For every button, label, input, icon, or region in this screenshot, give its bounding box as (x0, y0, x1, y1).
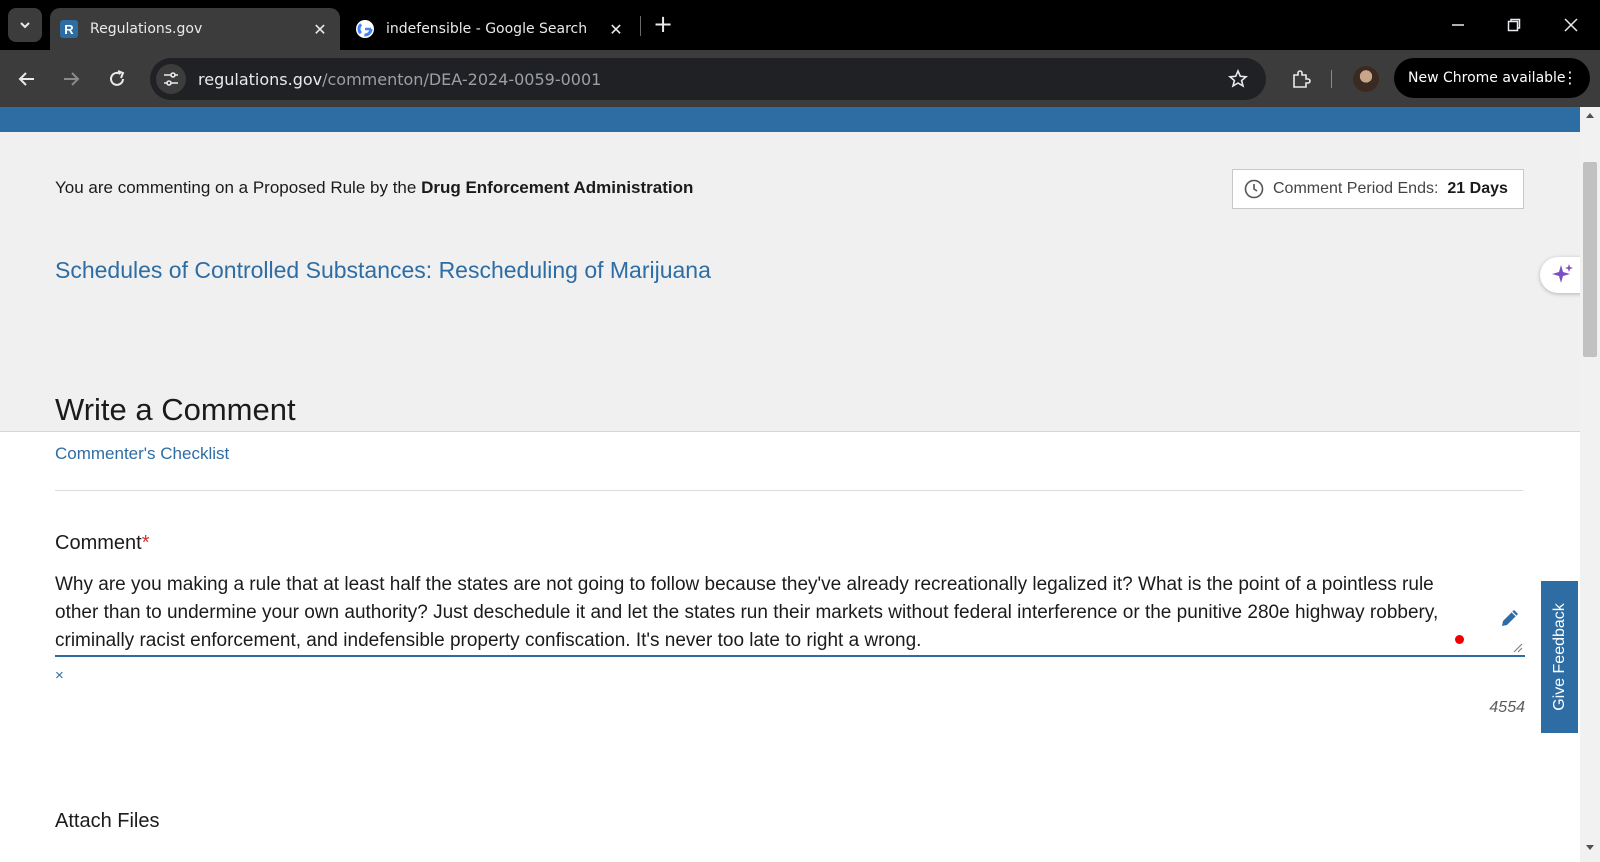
comment-label (55, 532, 150, 555)
period-label: Comment Period Ends: (1273, 180, 1439, 197)
site-header-band (0, 107, 1580, 132)
tab-title: Regulations.gov (90, 21, 203, 37)
browser-toolbar (0, 50, 1600, 107)
comment-text: Why are you making a rule that at least half the states are not going to follow because they've already recreationally legalized it? What is the point of a pointless rule other than to undermine your own authority? Just deschedule it and let the states run their markets without federal interference or the punitive 280e highway robbery, criminally racist enforcement, and indefensible property confiscation. It's never too late to right a wrong. (55, 574, 1444, 651)
forward-arrow-icon[interactable] (54, 62, 88, 96)
document-title-link[interactable]: Schedules of Controlled Substances: Rescheduling of Marijuana (55, 257, 711, 283)
reload-icon[interactable] (100, 62, 134, 96)
tab-close-icon[interactable]: ✕ (313, 19, 327, 39)
scrollbar-thumb[interactable] (1583, 162, 1597, 357)
tab-search-button[interactable] (8, 8, 42, 42)
comment-period-badge (1232, 169, 1524, 209)
commenting-on-prefix: You are commenting on a Proposed Rule by the (55, 178, 417, 197)
profile-avatar[interactable] (1353, 66, 1379, 92)
update-label: New Chrome available (1408, 70, 1566, 86)
attach-files-label: Attach Files (55, 810, 160, 832)
give-feedback-button[interactable] (1541, 581, 1578, 733)
chevron-down-icon (18, 18, 32, 32)
comment-label-text: Comment (55, 532, 142, 554)
pencil-icon[interactable] (1499, 607, 1521, 629)
commenting-on-text (55, 178, 693, 198)
toolbar-divider (1331, 70, 1332, 88)
period-value: 21 Days (1447, 180, 1508, 197)
agency-name: Drug Enforcement Administration (421, 178, 694, 197)
page-content (0, 107, 1580, 862)
extensions-puzzle-icon[interactable] (1284, 62, 1318, 96)
character-count: 4554 (1489, 699, 1525, 716)
page-scrollbar[interactable] (1580, 107, 1600, 862)
new-tab-plus-icon[interactable]: + (652, 10, 674, 38)
back-arrow-icon[interactable] (10, 62, 44, 96)
site-info-icon[interactable] (156, 64, 186, 94)
resize-grip-icon[interactable] (1513, 643, 1523, 653)
more-menu-icon[interactable]: ⋮ (1562, 68, 1578, 87)
required-marker: * (141, 532, 150, 554)
url-host: regulations.gov (198, 69, 323, 89)
browser-titlebar (0, 0, 1600, 50)
recording-dot (1455, 635, 1464, 644)
tab-title: indefensible - Google Search (386, 21, 588, 37)
minimize-icon[interactable] (1438, 10, 1478, 40)
divider (55, 490, 1523, 491)
comment-textarea[interactable] (55, 571, 1525, 657)
tab-regulations[interactable] (50, 8, 340, 50)
tab-divider (640, 16, 641, 36)
tab-google-search[interactable] (346, 8, 636, 50)
update-chrome-button[interactable] (1394, 58, 1590, 98)
address-bar[interactable] (150, 58, 1266, 100)
clock-icon (1243, 178, 1265, 200)
clear-comment-button[interactable]: × (55, 667, 64, 684)
scroll-down-arrow-icon[interactable] (1580, 844, 1600, 858)
document-header (0, 132, 1580, 432)
url-text (198, 70, 601, 89)
google-favicon-icon (356, 20, 374, 38)
bookmark-star-icon[interactable] (1226, 67, 1250, 91)
restore-icon[interactable] (1494, 10, 1534, 40)
give-feedback-label: Give Feedback (1550, 603, 1568, 711)
url-path: /commenton/DEA-2024-0059-0001 (322, 69, 602, 89)
sparkle-icon[interactable] (1540, 257, 1580, 293)
tab-close-icon[interactable]: ✕ (609, 19, 623, 39)
close-window-icon[interactable] (1551, 10, 1591, 40)
regulations-favicon-icon: R (60, 20, 78, 38)
scroll-up-arrow-icon[interactable] (1580, 111, 1600, 125)
commenters-checklist-link[interactable]: Commenter's Checklist (55, 444, 230, 463)
page-title: Write a Comment (55, 392, 296, 427)
